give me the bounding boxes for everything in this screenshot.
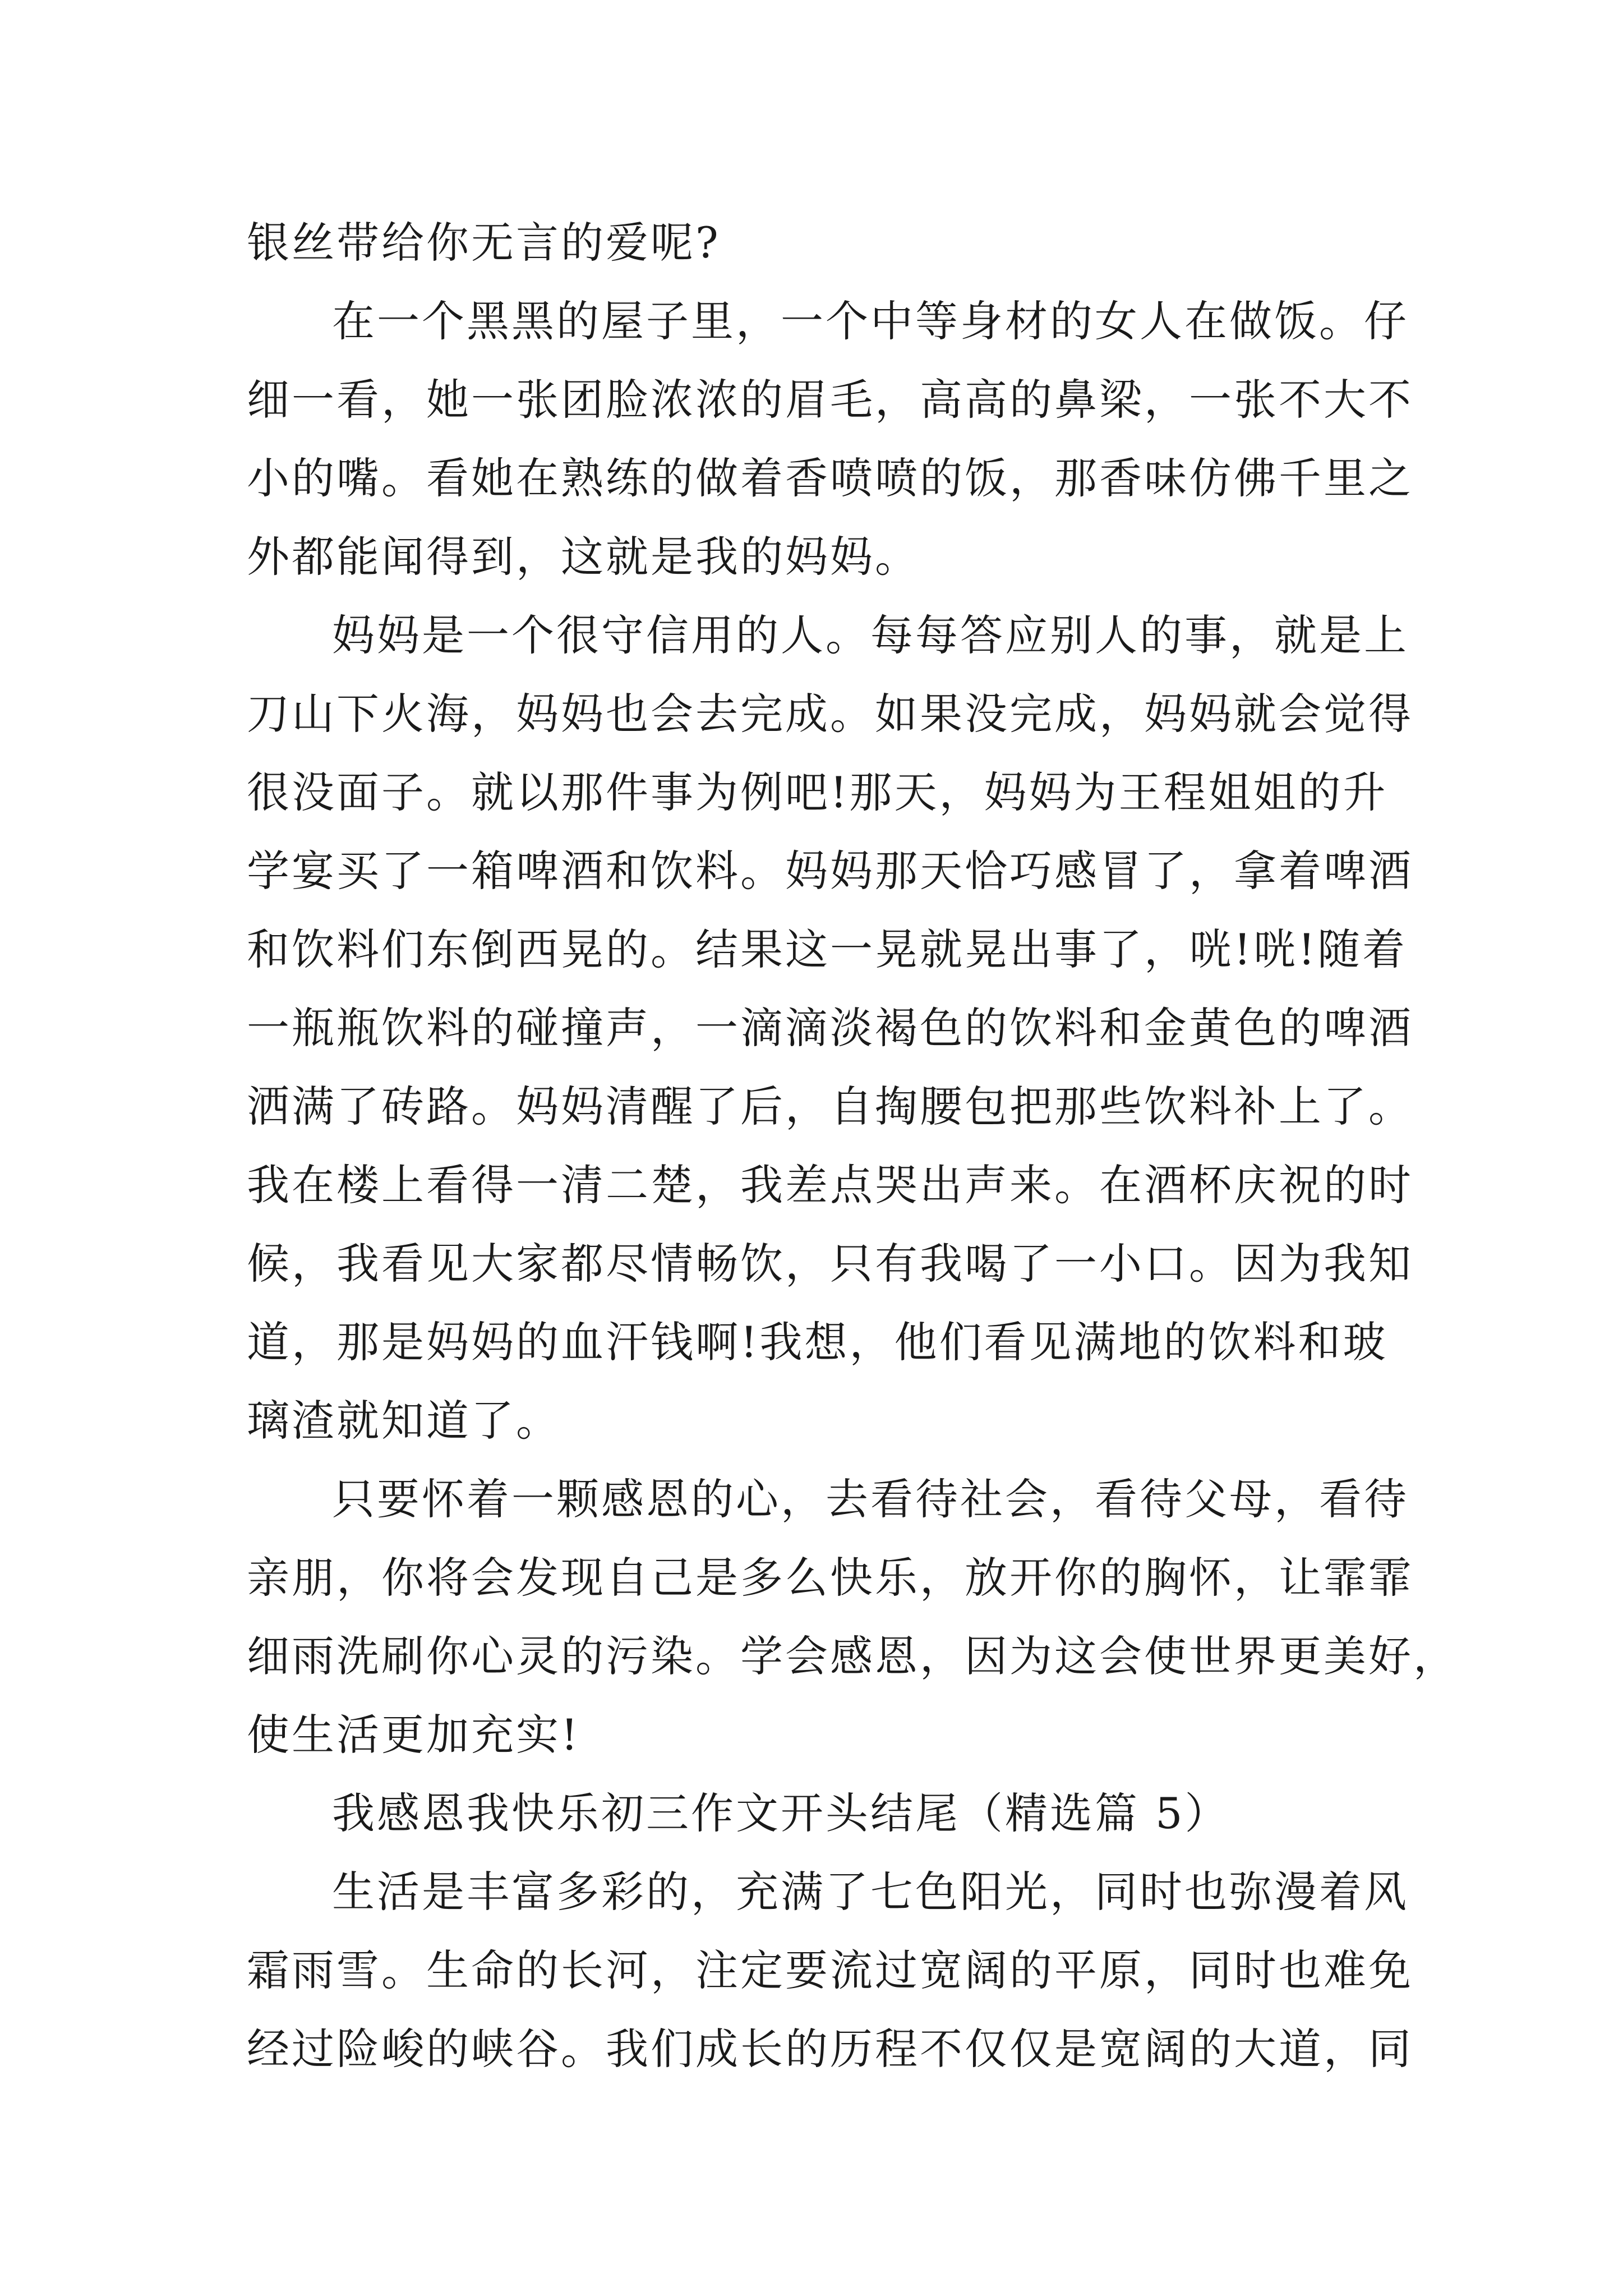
text-line: 银丝带给你无言的爱呢? — [247, 218, 721, 268]
paragraph-start-line: 在一个黑黑的屋子里，一个中等身材的女人在做饭。仔 — [332, 296, 1409, 346]
text-line: 很没面子。就以那件事为例吧!那天，妈妈为王程姐姐的升 — [247, 767, 1388, 817]
text-line: 霜雨雪。生命的长河，注定要流过宽阔的平原，同时也难免 — [247, 1945, 1413, 1995]
text-line: 经过险峻的峡谷。我们成长的历程不仅仅是宽阔的大道，同 — [247, 2024, 1413, 2074]
text-line: 细雨洗刷你心灵的污染。学会感恩，因为这会使世界更美好， — [247, 1631, 1458, 1681]
section-heading: 我感恩我快乐初三作文开头结尾（精选篇 5） — [332, 1788, 1230, 1838]
text-line: 道，那是妈妈的血汗钱啊!我想，他们看见满地的饮料和玻 — [247, 1317, 1388, 1367]
text-line: 刀山下火海，妈妈也会去完成。如果没完成，妈妈就会觉得 — [247, 689, 1413, 739]
text-line: 细一看，她一张团脸浓浓的眉毛，高高的鼻梁，一张不大不 — [247, 375, 1413, 425]
document-body — [247, 204, 1458, 2088]
text-line: 小的嘴。看她在熟练的做着香喷喷的饭，那香味仿佛千里之 — [247, 453, 1413, 503]
text-line: 使生活更加充实! — [247, 1710, 580, 1760]
text-line: 候，我看见大家都尽情畅饮，只有我喝了一小口。因为我知 — [247, 1239, 1413, 1289]
text-line: 洒满了砖路。妈妈清醒了后，自掏腰包把那些饮料补上了。 — [247, 1082, 1413, 1131]
text-line: 和饮料们东倒西晃的。结果这一晃就晃出事了，咣!咣!随着 — [247, 924, 1408, 974]
paragraph-start-line: 生活是丰富多彩的，充满了七色阳光，同时也弥漫着风 — [332, 1867, 1409, 1917]
text-line: 学宴买了一箱啤酒和饮料。妈妈那天恰巧感冒了，拿着啤酒 — [247, 846, 1413, 896]
text-line: 我在楼上看得一清二楚，我差点哭出声来。在酒杯庆祝的时 — [247, 1160, 1413, 1210]
paragraph-start-line: 只要怀着一颗感恩的心，去看待社会，看待父母，看待 — [332, 1474, 1409, 1524]
text-line: 璃渣就知道了。 — [247, 1396, 561, 1446]
text-line: 外都能闻得到，这就是我的妈妈。 — [247, 532, 920, 582]
paragraph-start-line: 妈妈是一个很守信用的人。每每答应别人的事，就是上 — [332, 610, 1409, 660]
text-line: 亲朋，你将会发现自己是多么快乐，放开你的胸怀，让霏霏 — [247, 1553, 1413, 1603]
text-line: 一瓶瓶饮料的碰撞声，一滴滴淡褐色的饮料和金黄色的啤酒 — [247, 1003, 1413, 1053]
